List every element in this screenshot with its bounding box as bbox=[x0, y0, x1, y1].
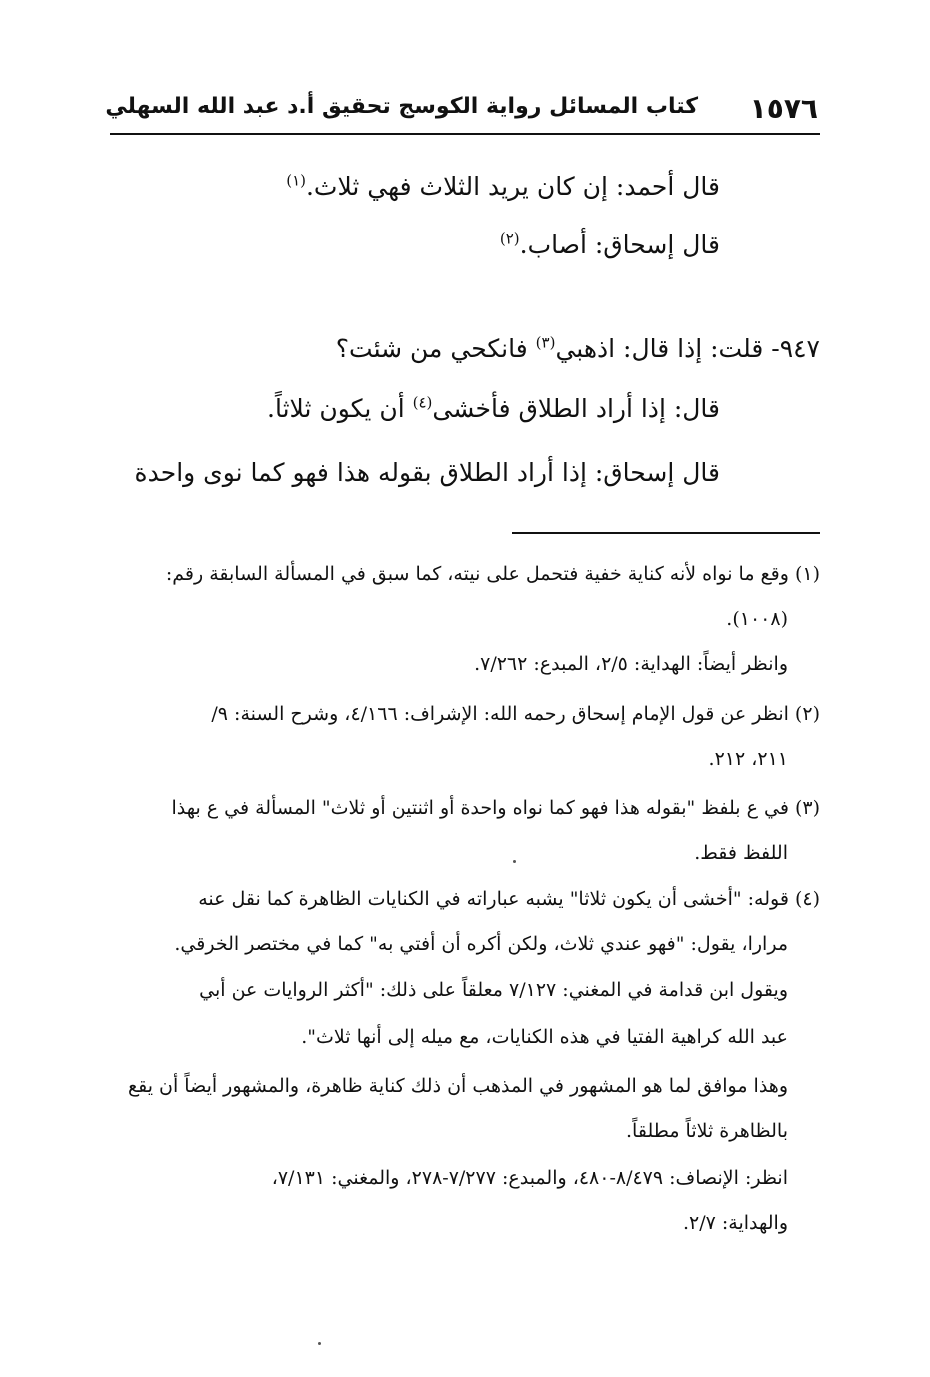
question-line bbox=[336, 334, 820, 363]
footnote-3-line: (٣) في ع بلفظ "بقوله هذا فهو كما نواه واحدة أو اثنتين أو ثلاث" المسألة في ع بهذا bbox=[171, 797, 820, 819]
scan-speck bbox=[513, 860, 516, 863]
footnote-4-line: وهذا موافق لما هو المشهور في المذهب أن ذلك كناية ظاهرة، والمشهور أيضاً أن يقع bbox=[127, 1075, 788, 1097]
running-title: كتاب المسائل رواية الكوسج تحقيق أ.د عبد الله السهلي bbox=[105, 94, 698, 119]
footnote-4-line: ويقول ابن قدامة في المغني: ٧/١٢٧ معلقاً على ذلك: "أكثر الروايات عن أبي bbox=[199, 979, 788, 1001]
footnote-4-line: بالظاهرة ثلاثاً مطلقاً. bbox=[626, 1120, 788, 1142]
footnote-ref: (٢) bbox=[499, 229, 520, 248]
footnote-rule bbox=[512, 532, 820, 534]
text-line bbox=[286, 172, 720, 201]
header-rule bbox=[110, 133, 820, 135]
text-run: ٩٤٧- قلت: إذا قال: اذهبي bbox=[555, 334, 820, 363]
footnote-4-line: انظر: الإنصاف: ٨/٤٧٩-٤٨٠، والمبدع: ٧/٢٧٧-٢٧٨، والمغني: ٧/١٣١، bbox=[271, 1167, 788, 1189]
footnote-4-line: عبد الله كراهية الفتيا في هذه الكنايات، مع ميله إلى أنها ثلاث". bbox=[301, 1026, 788, 1048]
footnote-2-line: (٢) انظر عن قول الإمام إسحاق رحمه الله: الإشراف: ٤/١٦٦، وشرح السنة: ٩/ bbox=[211, 703, 820, 725]
text-run: قال إسحاق: إذا أراد الطلاق بقوله هذا فهو كما نوى واحدة bbox=[134, 458, 720, 487]
footnote-1-line: (١) وقع ما نواه لأنه كناية خفية فتحمل على نيته، كما سبق في المسألة السابقة رقم: bbox=[165, 563, 820, 585]
text-line bbox=[267, 394, 720, 423]
footnote-2-line: ٢١١، ٢١٢. bbox=[708, 748, 788, 770]
text-run: قال أحمد: إن كان يريد الثلاث فهي ثلاث. bbox=[305, 172, 720, 201]
page-header bbox=[105, 88, 818, 132]
footnote-3-line: اللفظ فقط. bbox=[694, 842, 788, 864]
text-run: قال إسحاق: أصاب. bbox=[519, 230, 720, 259]
footnote-4-line: (٤) قوله: "أخشى أن يكون ثلاثا" يشبه عباراته في الكنايات الظاهرة كما نقل عنه bbox=[198, 888, 820, 910]
text-run: فانكحي من شئت؟ bbox=[335, 334, 536, 363]
scan-speck bbox=[318, 1342, 321, 1345]
footnote-ref: (١) bbox=[286, 171, 306, 190]
text-line bbox=[500, 230, 720, 259]
footnote-4-line: والهداية: ٢/٧. bbox=[682, 1212, 788, 1234]
footnote-4-line: مرارا، يقول: "فهو عندي ثلاث، ولكن أكره أن أفتي به" كما في مختصر الخرقي. bbox=[174, 933, 788, 955]
text-run: قال: إذا أراد الطلاق فأخشى bbox=[432, 394, 720, 423]
text-line bbox=[135, 458, 720, 487]
footnote-1-line: وانظر أيضاً: الهداية: ٢/٥، المبدع: ٧/٢٦٢. bbox=[474, 653, 788, 675]
text-run: أن يكون ثلاثاً. bbox=[267, 394, 413, 423]
footnote-ref: (٤) bbox=[412, 393, 433, 412]
footnote-ref: (٣) bbox=[535, 333, 556, 352]
footnote-1-line: (١٠٠٨). bbox=[726, 608, 788, 630]
page-number: ١٥٧٦ bbox=[749, 92, 818, 125]
